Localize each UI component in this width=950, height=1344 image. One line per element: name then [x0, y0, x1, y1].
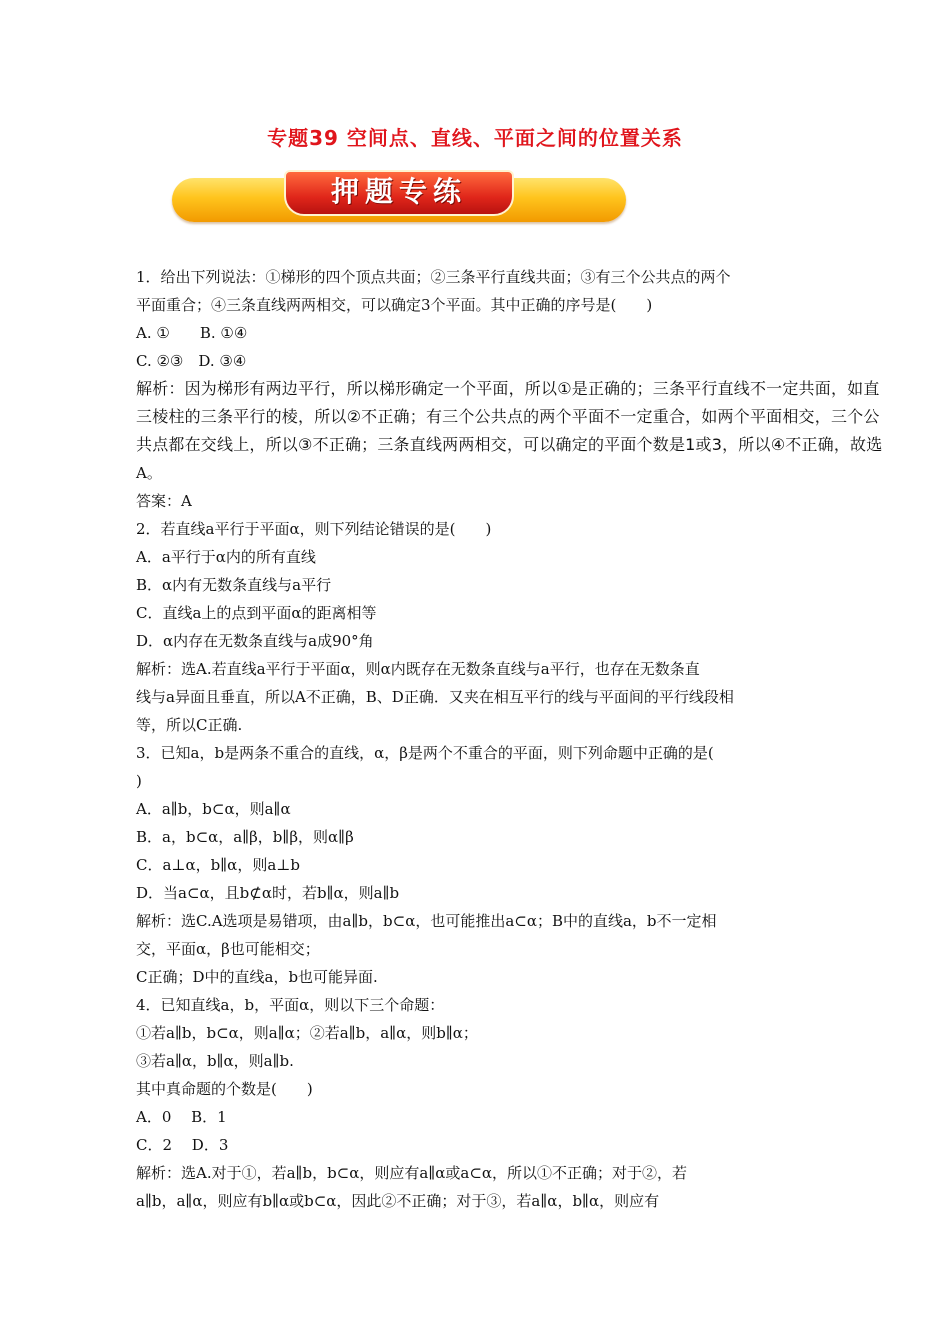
text-line: 4．已知直线a，b，平面α，则以下三个命题：: [136, 996, 445, 1014]
text-line: C. ②③ D. ③④: [136, 352, 247, 370]
text-line: A．a平行于α内的所有直线: [136, 548, 316, 566]
text-line: D．α内存在无数条直线与a成90°角: [136, 632, 374, 650]
text-line: C．a⊥α，b∥α，则a⊥b: [136, 856, 300, 874]
text-line: a∥b，a∥α，则应有b∥α或b⊂α，因此②不正确；对于③，若a∥α，b∥α，则应有: [136, 1192, 660, 1210]
text-line: 共点都在交线上，所以③不正确；三条直线两两相交，可以确定的平面个数是1或3，所以④不正确，故选: [136, 435, 883, 454]
text-line: 3．已知a，b是两条不重合的直线，α，β是两个不重合的平面，则下列命题中正确的是(: [136, 744, 714, 762]
text-line: 解析：选A.对于①，若a∥b，b⊂α，则应有a∥α或a⊂α，所以①不正确；对于②，若: [136, 1164, 688, 1182]
text-line: B．α内有无数条直线与a平行: [136, 576, 332, 594]
text-line: ③若a∥α，b∥α，则a∥b.: [136, 1052, 294, 1070]
text-line: C正确；D中的直线a，b也可能异面.: [136, 968, 378, 986]
text-line: D．当a⊂α，且b⊄α时，若b∥α，则a∥b: [136, 884, 400, 902]
text-line: 线与a异面且垂直，所以A不正确，B、D正确．又夹在相互平行的线与平面间的平行线段相: [136, 688, 734, 706]
text-line: A．0 B．1: [136, 1108, 227, 1126]
text-line: B．a，b⊂α，a∥β，b∥β，则α∥β: [136, 828, 354, 846]
text-line: 等，所以C正确.: [136, 716, 243, 734]
text-line: C．2 D．3: [136, 1136, 229, 1154]
text-line: 交，平面α，β也可能相交；: [136, 940, 320, 958]
document-body: [136, 263, 900, 1215]
banner-label: 押题专练: [330, 175, 467, 208]
text-line: A. ① B. ①④: [136, 324, 248, 342]
text-line: 其中真命题的个数是( ): [136, 1080, 313, 1098]
text-line: 平面重合；④三条直线两两相交，可以确定3个平面。其中正确的序号是( ): [136, 296, 653, 314]
text-line: A。: [136, 464, 162, 482]
text-line: 三棱柱的三条平行的棱，所以②不正确；有三个公共点的两个平面不一定重合，如两个平面相交，三个公: [136, 407, 880, 426]
text-line: 解析：选A.若直线a平行于平面α，则α内既存在无数条直线与a平行，也存在无数条直: [136, 660, 700, 678]
text-line: A．a∥b，b⊂α，则a∥α: [136, 800, 291, 818]
text-line: ): [136, 772, 142, 790]
page-title: 专题39 空间点、直线、平面之间的位置关系: [267, 126, 683, 150]
text-line: 解析：选C.A选项是易错项，由a∥b，b⊂α，也可能推出a⊂α；B中的直线a，b不一定相: [136, 912, 717, 930]
text-line: 解析：因为梯形有两边平行，所以梯形确定一个平面，所以①是正确的；三条平行直线不一定共面，如直: [136, 379, 880, 398]
text-line: 1．给出下列说法：①梯形的四个顶点共面；②三条平行直线共面；③有三个公共点的两个: [136, 268, 731, 286]
text-line: C．直线a上的点到平面α的距离相等: [136, 604, 377, 622]
text-line: 答案：A: [136, 492, 192, 510]
banner: [172, 170, 626, 228]
text-line: ①若a∥b，b⊂α，则a∥α；②若a∥b，a∥α，则b∥α；: [136, 1024, 478, 1042]
text-line: 2．若直线a平行于平面α，则下列结论错误的是( ): [136, 520, 492, 538]
